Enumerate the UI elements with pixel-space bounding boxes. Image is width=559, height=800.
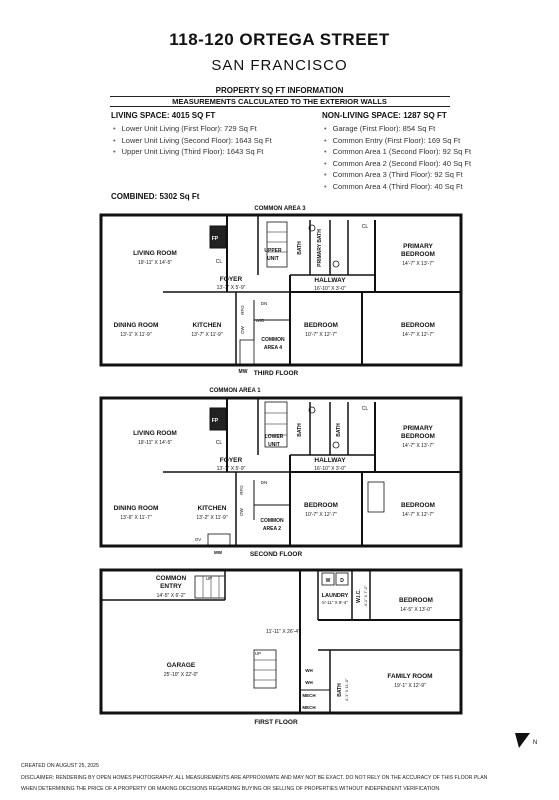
room-dim: 14'-5" X 13'-0": [400, 607, 432, 613]
ov-label: OV: [194, 537, 202, 542]
list-item: • Upper Unit Living (Third Floor): 1643 Sq Ft: [113, 146, 272, 158]
room-dim: 14'-7" X 13'-7": [402, 443, 434, 449]
page-subtitle: SAN FRANCISCO: [211, 57, 348, 74]
room-dim: 5'-11" X 9'-4": [322, 600, 348, 605]
room-dim: 13'-7" X 5'-9": [216, 285, 246, 291]
room-label: COMMON: [155, 575, 187, 582]
stairs-icon: [368, 482, 384, 512]
room-dim: 13'-1" X 11'-9": [120, 332, 152, 338]
toilet-icon: [333, 442, 339, 448]
room-label: BEDROOM: [401, 433, 435, 440]
stairs-icon: [265, 402, 287, 447]
list-item: • Common Area 2 (Second Floor): 40 Sq Ft: [324, 158, 471, 170]
list-item: • Common Area 3 (Third Floor): 92 Sq Ft: [324, 169, 471, 181]
room-dim: 13'-6" X 11'-7": [120, 515, 152, 521]
toilet-icon: [333, 261, 339, 267]
list-item: • Lower Unit Living (Second Floor): 1643 Sq Ft: [113, 135, 272, 147]
room-label: LIVING ROOM: [133, 430, 177, 437]
mw-label: MW: [214, 550, 222, 555]
list-item: • Garage (First Floor): 854 Sq Ft: [324, 123, 471, 135]
room-dim: 13'-7" X 11'-9": [191, 332, 223, 338]
room-dim: 10'-7" X 12'-7": [305, 332, 337, 338]
wd-label: W/D: [255, 318, 265, 323]
room-dim: 11'-11" X 26'-4": [266, 629, 300, 635]
room-label: COMMON: [261, 337, 285, 343]
room-label: BEDROOM: [401, 251, 435, 258]
mech-label: MECH: [302, 705, 316, 710]
cl-label: CL: [361, 224, 369, 230]
floor-label: FIRST FLOOR: [254, 719, 298, 726]
non-living-space-heading: NON-LIVING SPACE: 1287 SQ FT: [322, 111, 447, 120]
room-dim: 19'-11" X 14'-5": [138, 440, 172, 446]
room-label: BEDROOM: [304, 502, 338, 509]
room-label: LOWER: [264, 434, 284, 440]
room-dim: 19'-11" X 14'-5": [138, 260, 172, 266]
room-label: W.I.C.: [356, 589, 362, 603]
room-label: GARAGE: [166, 662, 196, 669]
disclaimer-line-1: DISCLAIMER: RENDERING BY OPEN HOMES PHOTOGRAPHY. ALL MEASUREMENTS ARE APPROXIMATE AND MAY NOT BE EXACT. DO NOT RELY ON THE ACCURACY OF THIS FLOOR PLAN: [21, 775, 488, 781]
room-label: AREA 4: [263, 345, 283, 351]
compass-icon: [515, 733, 530, 748]
room-label: KITCHEN: [197, 505, 227, 512]
list-item: • Common Area 1 (Second Floor): 92 Sq Ft: [324, 146, 471, 158]
room-label: FOYER: [219, 276, 243, 283]
wh-label: WH: [305, 680, 313, 685]
up-label: UP: [254, 651, 262, 656]
page-title: 118-120 ORTEGA STREET: [169, 30, 390, 49]
room-label: ENTRY: [160, 583, 182, 590]
room-label: FAMILY ROOM: [387, 673, 433, 680]
fp-label: FP: [211, 418, 219, 424]
mw-label: MW: [238, 369, 248, 375]
mech-label: MECH: [302, 693, 316, 698]
cl-label: CL: [215, 259, 223, 265]
dn-label: DN: [260, 480, 268, 485]
stove-icon: [208, 534, 230, 545]
dw-label: DW: [239, 508, 244, 516]
room-label: LAUNDRY: [321, 593, 349, 599]
room-label: FOYER: [219, 457, 243, 464]
rfg-label: RFG: [240, 305, 245, 315]
room-label: KITCHEN: [192, 322, 222, 329]
room-label: BATH: [297, 423, 303, 437]
disclaimer-line-2: WHEN DETERMINING THE PRICE OF A PROPERTY OR MAKING DECISIONS REGARDING BUYING OR SELLING OF PROPERTIES WITHOUT INDEPENDENT VERIFICATION.: [21, 786, 441, 792]
common-area-1-label: COMMON AREA 1: [209, 388, 261, 394]
room-label: COMMON: [260, 518, 284, 524]
room-label: PRIMARY BATH: [317, 229, 323, 267]
room-label: UNIT: [267, 256, 279, 262]
list-item: • Common Entry (First Floor): 169 Sq Ft: [324, 135, 471, 147]
room-label: PRIMARY: [403, 243, 433, 250]
rfg-label: RFG: [239, 485, 244, 495]
floor-label: THIRD FLOOR: [253, 370, 299, 377]
room-dim: 25'-10" X 22'-0": [163, 672, 199, 678]
room-dim: 14'-5" X 6'-2": [156, 593, 186, 599]
room-dim: 4'-1" X 7'-2": [363, 585, 368, 607]
first-floor-outline: [101, 570, 461, 713]
room-label: DINING ROOM: [113, 322, 159, 329]
room-dim: 13'-7" X 5'-9": [216, 466, 246, 472]
dw-label: DW: [240, 326, 245, 334]
wh-label: WH: [305, 668, 313, 673]
up-label: UP: [205, 576, 213, 581]
first-floor-plan: [101, 570, 461, 713]
room-label: AREA 2: [262, 526, 282, 532]
stove-icon: [240, 340, 254, 364]
room-label: HALLWAY: [314, 277, 346, 284]
room-dim: 10'-7" X 12'-7": [305, 512, 337, 518]
list-item: • Common Area 4 (Third Floor): 40 Sq Ft: [324, 181, 471, 193]
room-label: BEDROOM: [401, 502, 435, 509]
room-label: UNIT: [268, 442, 280, 448]
room-dim: 14'-7" X 12'-7": [402, 332, 434, 338]
room-dim: 16'-10" X 3'-0": [314, 466, 346, 472]
room-label: HALLWAY: [314, 457, 346, 464]
fp-label: FP: [211, 236, 219, 242]
room-dim: 16'-10" X 3'-0": [314, 286, 346, 292]
room-label: BEDROOM: [399, 597, 433, 604]
room-dim: 19'-1" X 12'-9": [394, 683, 426, 689]
room-label: BEDROOM: [304, 322, 338, 329]
room-label: BEDROOM: [401, 322, 435, 329]
list-item: • Lower Unit Living (First Floor): 729 Sq Ft: [113, 123, 272, 135]
room-label: BATH: [337, 683, 343, 697]
room-label: DINING ROOM: [113, 505, 159, 512]
dryer-label: D: [340, 578, 344, 584]
common-area-3-label: COMMON AREA 3: [254, 206, 306, 212]
room-label: PRIMARY: [403, 425, 433, 432]
room-dim: 14'-7" X 12'-7": [402, 512, 434, 518]
washer-label: W: [325, 578, 331, 584]
compass-label: N: [532, 740, 538, 746]
room-label: BATH: [336, 423, 342, 437]
dn-label: DN: [260, 301, 268, 306]
created-date: CREATED ON AUGUST 25, 2025: [21, 763, 99, 769]
room-dim: 13'-2" X 11'-9": [196, 515, 228, 521]
living-space-heading: LIVING SPACE: 4015 SQ FT: [111, 111, 216, 120]
cl-label: CL: [215, 440, 223, 446]
cl-label: CL: [361, 406, 369, 412]
room-label: LIVING ROOM: [133, 250, 177, 257]
room-label: BATH: [297, 241, 303, 255]
info-heading: PROPERTY SQ FT INFORMATION: [215, 86, 344, 95]
combined-total: COMBINED: 5302 Sq Ft: [111, 192, 200, 201]
floor-label: SECOND FLOOR: [249, 551, 303, 558]
room-label: UPPER: [264, 248, 282, 254]
measurement-note: MEASUREMENTS CALCULATED TO THE EXTERIOR WALLS: [172, 97, 387, 106]
room-dim: 4'-1" X 11'-0": [344, 678, 349, 702]
room-dim: 14'-7" X 13'-7": [402, 261, 434, 267]
